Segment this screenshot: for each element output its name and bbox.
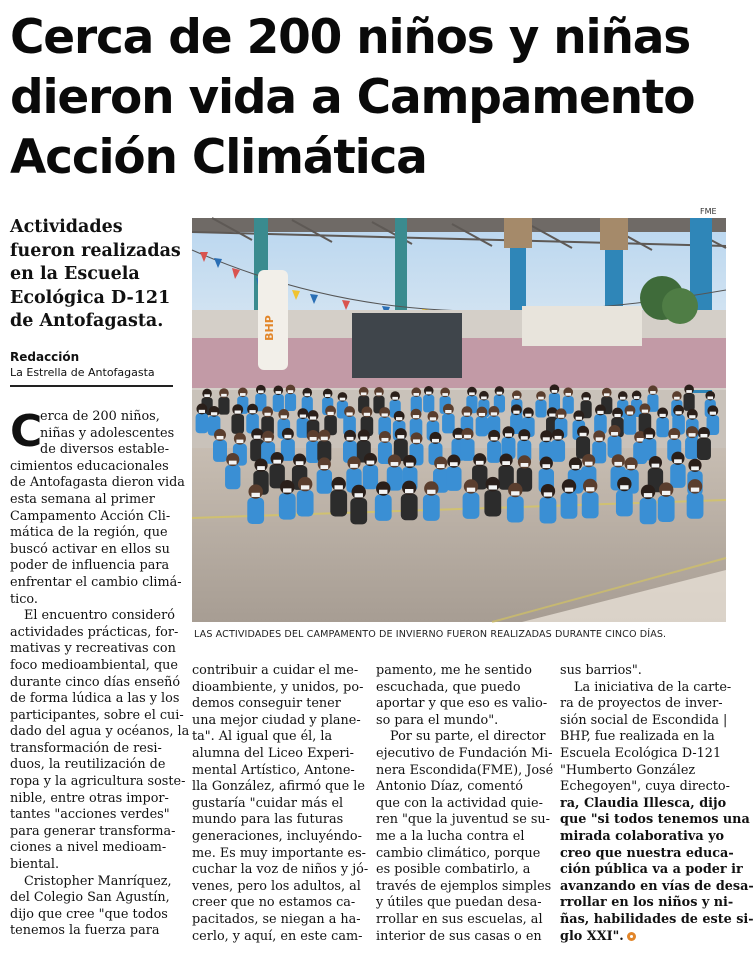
face-mask	[310, 437, 317, 441]
face-mask	[288, 390, 294, 393]
face-mask	[620, 485, 628, 489]
face-mask	[634, 396, 640, 399]
article-line: cerlo, y aquí, en este cam-	[192, 928, 363, 944]
face-mask	[521, 436, 528, 440]
article-line: sión social de Escondida |	[560, 712, 728, 728]
child-figure	[285, 393, 296, 411]
article-line: alumna del Liceo Experi-	[192, 745, 354, 761]
child-figure	[423, 395, 434, 413]
face-mask	[450, 462, 458, 466]
face-mask	[689, 433, 696, 437]
child-figure	[476, 417, 489, 437]
face-mask	[335, 485, 343, 489]
article-line: Escuela Ecológica D-121	[560, 745, 722, 761]
face-mask	[627, 465, 635, 469]
child-figure	[196, 413, 209, 433]
article-line: niñas y adolescentes	[40, 425, 175, 441]
face-mask	[464, 413, 470, 416]
article-line: tico.	[10, 591, 38, 607]
article-line: La iniciativa de la carte-	[574, 679, 732, 695]
face-mask	[367, 461, 375, 465]
face-mask	[611, 432, 618, 436]
article-line: me a la lucha contra el	[376, 828, 525, 844]
face-mask	[325, 394, 331, 397]
face-mask	[264, 413, 270, 416]
child-figure	[247, 498, 264, 524]
article-line: cambio climático, porque	[376, 845, 541, 861]
article-line: me. Es muy importante es-	[192, 845, 366, 861]
article-line: de diversos estable-	[40, 442, 170, 458]
article-line: dioambiente, y unidos, po-	[192, 679, 364, 695]
article-line: El encuentro consideró	[24, 608, 175, 624]
face-mask	[340, 398, 346, 401]
face-mask	[236, 440, 243, 444]
face-mask	[405, 489, 413, 493]
face-mask	[505, 433, 512, 437]
article-line: gustaría "cuidar más el	[192, 795, 344, 811]
face-mask	[604, 393, 610, 396]
face-mask	[491, 412, 497, 415]
article-line: rrollar en los niños y ni-	[560, 895, 734, 911]
face-mask	[437, 464, 445, 468]
face-mask	[258, 390, 264, 393]
headline	[10, 8, 725, 188]
face-mask	[304, 393, 310, 396]
face-mask	[413, 439, 420, 443]
face-mask	[397, 435, 404, 439]
face-mask	[481, 397, 487, 400]
article-column-3	[376, 663, 554, 945]
child-figure	[350, 498, 367, 524]
child-figure	[446, 467, 461, 491]
article-line: interior de sus casas o en	[376, 928, 542, 944]
face-mask	[254, 435, 261, 439]
article-line: creo que nuestra educa-	[560, 845, 734, 861]
face-mask	[710, 412, 716, 415]
face-mask	[455, 435, 462, 439]
face-mask	[430, 417, 436, 420]
face-mask	[521, 463, 529, 467]
article-line: Campamento Acción Cli-	[10, 508, 171, 524]
child-figure	[213, 440, 227, 462]
article-line: durante cinco días enseñó	[10, 674, 181, 690]
article-line: nera Escondida(FME), José	[376, 762, 554, 778]
face-mask	[544, 492, 552, 496]
byline-paper: La Estrella de Antofagasta	[10, 366, 155, 379]
article-line: escuchada, que puedo	[376, 679, 521, 695]
article-line: avanzando en vías de desa-	[560, 878, 754, 894]
article-line: aportar y que eso es valio-	[376, 696, 548, 712]
child-figure	[616, 490, 633, 516]
face-mask	[586, 487, 594, 491]
article-line: dijo que cree "que todos	[10, 906, 168, 922]
article-line: ren "que la juventud se su-	[376, 812, 550, 828]
face-mask	[525, 414, 531, 417]
face-mask	[491, 437, 498, 441]
face-mask	[376, 393, 382, 396]
face-mask	[674, 459, 682, 463]
child-figure	[330, 490, 347, 516]
face-mask	[381, 438, 388, 442]
article-line: de Antofagasta dieron vida	[10, 475, 185, 491]
face-mask	[689, 415, 695, 418]
face-mask	[413, 415, 419, 418]
article-line: enfrentar el cambio climá-	[10, 574, 182, 590]
face-mask	[642, 410, 648, 413]
face-mask	[284, 435, 291, 439]
face-mask	[273, 460, 281, 464]
child-figure	[363, 465, 378, 489]
byline-divider	[10, 385, 173, 387]
article-line: ñas, habilidades de este si-	[560, 911, 754, 927]
article-line: transformación de resi-	[10, 740, 162, 756]
face-mask	[442, 393, 448, 396]
article-line: pacitados, se niegan a ha-	[192, 911, 361, 927]
face-mask	[652, 464, 660, 468]
article-line: so para el mundo".	[376, 712, 499, 728]
article-line: ta". Al igual que él, la	[192, 729, 333, 745]
child-figure	[640, 498, 657, 524]
face-mask	[565, 488, 573, 492]
group-photo	[192, 218, 726, 622]
article-end-icon	[627, 932, 636, 941]
face-mask	[675, 411, 681, 414]
face-mask	[382, 413, 388, 416]
article-line: pamento, me he sentido	[376, 663, 532, 678]
drop-cap: C	[10, 406, 43, 457]
article-line: lla González, afirmó que le	[192, 779, 365, 795]
article-line: mental Artístico, Antone-	[192, 762, 355, 778]
child-figure	[463, 492, 480, 518]
article-line: "Humberto González	[560, 762, 696, 778]
face-mask	[627, 411, 633, 414]
child-figure	[540, 497, 557, 523]
face-mask	[597, 411, 603, 414]
face-mask	[346, 412, 352, 415]
article-line: tenemos la fuerza para	[10, 923, 160, 939]
group-photo-illustration	[192, 218, 726, 622]
article-line: una mejor ciudad y plane-	[192, 712, 361, 728]
face-mask	[662, 491, 670, 495]
face-mask	[614, 462, 622, 466]
face-mask	[614, 414, 620, 417]
article-line: rrollar en sus escuelas, al	[376, 911, 543, 927]
child-figure	[218, 397, 229, 415]
face-mask	[596, 437, 603, 441]
face-mask	[217, 436, 224, 440]
face-mask	[646, 434, 653, 438]
face-mask	[552, 390, 558, 393]
child-figure	[507, 496, 524, 522]
headline-line: Cerca de 200 niños y niñas	[10, 10, 691, 65]
face-mask	[659, 414, 665, 417]
deck-line: fueron realizadas	[10, 240, 181, 261]
article-line: participantes, sobre el cui-	[10, 707, 184, 723]
article-line: generaciones, incluyéndo-	[192, 828, 362, 844]
article-line: cuchar la voz de niños y jó-	[192, 862, 369, 878]
face-mask	[251, 493, 259, 497]
face-mask	[542, 464, 550, 468]
face-mask	[476, 461, 484, 465]
headline-line: Acción Climática	[10, 130, 427, 185]
face-mask	[413, 393, 419, 396]
article-line: Por su parte, el director	[390, 729, 546, 745]
face-mask	[686, 390, 692, 393]
article-line: demos conseguir tener	[192, 696, 341, 712]
face-mask	[644, 493, 652, 497]
article-line: ción pública va a poder ir	[560, 862, 743, 878]
deck-line: Actividades	[10, 217, 123, 237]
child-figure	[279, 493, 296, 519]
face-mask	[281, 415, 287, 418]
article-line: del Colegio San Agustín,	[10, 890, 170, 906]
deck-line: en la Escuela	[10, 264, 140, 284]
photo-credit: FME	[700, 207, 717, 216]
article-line: Cristopher Manríquez,	[24, 873, 172, 889]
article-column-2	[192, 663, 369, 945]
face-mask	[464, 435, 471, 439]
face-mask	[469, 392, 475, 395]
face-mask	[392, 397, 398, 400]
face-mask	[379, 490, 387, 494]
face-mask	[257, 466, 265, 470]
article-line: venes, pero los adultos, al	[192, 878, 361, 894]
deck	[10, 216, 180, 334]
child-figure	[658, 496, 675, 522]
face-mask	[513, 411, 519, 414]
article-line: mativas y recreativas con	[10, 641, 176, 657]
face-mask	[707, 396, 713, 399]
child-figure	[484, 490, 501, 516]
face-mask	[467, 488, 475, 492]
deck-line: de Antofagasta.	[10, 311, 164, 331]
deck-line: Ecológica D-121	[10, 287, 171, 308]
face-mask	[361, 392, 367, 395]
face-mask	[671, 435, 678, 439]
face-mask	[502, 461, 510, 465]
article-line: mirada colaborativa yo	[560, 828, 725, 844]
face-mask	[511, 491, 519, 495]
article-line: ciones a nivel medioam-	[10, 840, 167, 856]
article-line: contribuir a cuidar el me-	[192, 663, 359, 678]
article-line: que "si todos tenemos una	[560, 812, 750, 828]
face-mask	[549, 414, 555, 417]
article-line: poder de influencia para	[10, 558, 170, 574]
face-mask	[211, 412, 217, 415]
child-figure	[487, 441, 501, 463]
article-line: nible, entre otras impor-	[10, 790, 169, 806]
face-mask	[229, 461, 237, 465]
article-line: dado del agua y océanos, la	[10, 724, 190, 740]
article-line: es posible combatirlo, a	[376, 862, 531, 878]
child-figure	[423, 495, 440, 521]
article-line: que con la actividad quie-	[376, 795, 543, 811]
face-mask	[650, 391, 656, 394]
article-line: sus barrios".	[560, 663, 642, 678]
child-figure	[225, 465, 240, 489]
face-mask	[240, 393, 246, 396]
face-mask	[691, 466, 699, 470]
headline-line: dieron vida a Campamento	[10, 70, 695, 125]
article-line: través de ejemplos simples	[376, 878, 552, 894]
face-mask	[199, 410, 205, 413]
face-mask	[674, 397, 680, 400]
article-line: erca de 200 niños,	[40, 409, 160, 424]
byline	[10, 350, 175, 379]
face-mask	[391, 462, 399, 466]
face-mask	[301, 485, 309, 489]
face-mask	[691, 488, 699, 492]
child-figure	[656, 417, 669, 437]
photo-caption: LAS ACTIVIDADES DEL CAMPAMENTO DE INVIERNO FUERON REALIZADAS DURANTE CINCO DÍAS.	[194, 629, 667, 640]
article-line: ra de proyectos de inver-	[560, 696, 723, 712]
face-mask	[360, 437, 367, 441]
article-line: mundo para las futuras	[192, 812, 344, 828]
article-line: biental.	[10, 857, 60, 873]
article-line: para generar transforma-	[10, 823, 176, 839]
face-mask	[432, 439, 439, 443]
face-mask	[355, 493, 363, 497]
byline-author: Redacción	[10, 350, 80, 364]
face-mask	[580, 433, 587, 437]
face-mask	[543, 437, 550, 441]
face-mask	[489, 485, 497, 489]
child-figure	[461, 439, 475, 461]
face-mask	[364, 413, 370, 416]
face-mask	[445, 410, 451, 413]
face-mask	[296, 461, 304, 465]
article-line: ra, Claudia Illesca, dijo	[560, 795, 727, 811]
article-line: esta semana al primer	[10, 491, 155, 507]
face-mask	[538, 397, 544, 400]
face-mask	[406, 463, 414, 467]
face-mask	[347, 437, 354, 441]
article-line: creer que no estamos ca-	[192, 895, 356, 911]
face-mask	[249, 410, 255, 413]
child-figure	[317, 470, 332, 494]
face-mask	[310, 416, 316, 419]
face-mask	[558, 415, 564, 418]
face-mask	[235, 410, 241, 413]
article-line: BHP, fue realizada en la	[560, 729, 715, 745]
child-figure	[297, 490, 314, 516]
child-figure	[375, 495, 392, 521]
banner-text: BHP	[263, 315, 276, 341]
child-figure	[687, 492, 704, 518]
face-mask	[221, 394, 227, 397]
child-figure	[551, 440, 565, 462]
article-line: duos, la reutilización de	[10, 757, 166, 773]
child-figure	[561, 492, 578, 518]
article-line: tantes "acciones verdes"	[10, 807, 170, 823]
face-mask	[320, 465, 328, 469]
face-mask	[396, 417, 402, 420]
child-figure	[624, 415, 637, 435]
face-mask	[585, 462, 593, 466]
face-mask	[620, 397, 626, 400]
face-mask	[283, 488, 291, 492]
face-mask	[576, 417, 582, 420]
face-mask	[497, 392, 503, 395]
article-column-1	[10, 406, 190, 940]
face-mask	[321, 437, 328, 441]
article-line: Echegoyen", cuya directo-	[560, 779, 730, 795]
child-figure	[582, 492, 599, 518]
face-mask	[700, 434, 707, 438]
face-mask	[572, 465, 580, 469]
face-mask	[327, 412, 333, 415]
face-mask	[265, 438, 272, 442]
article-line: ejecutivo de Fundación Mi-	[376, 745, 553, 761]
face-mask	[204, 394, 210, 397]
child-figure	[442, 414, 455, 434]
face-mask	[427, 490, 435, 494]
child-figure	[273, 394, 284, 412]
article-line: buscó activar en ellos su	[10, 541, 170, 557]
child-figure	[683, 393, 694, 411]
article-line: mática de la región, que	[10, 525, 168, 541]
child-figure	[535, 400, 546, 418]
face-mask	[350, 464, 358, 468]
article-line: y útiles que puedan desa-	[376, 895, 542, 911]
face-mask	[300, 415, 306, 418]
face-mask	[276, 391, 282, 394]
article-line: Antonio Díaz, comentó	[376, 779, 523, 795]
child-figure	[670, 464, 685, 488]
article-line: ropa y la agricultura soste-	[10, 774, 186, 790]
face-mask	[555, 436, 562, 440]
child-figure	[231, 414, 244, 434]
face-mask	[514, 396, 520, 399]
child-figure	[401, 494, 418, 520]
article-line: de forma lúdica a las y los	[10, 691, 180, 707]
face-mask	[426, 392, 432, 395]
face-mask	[583, 397, 589, 400]
face-mask	[479, 413, 485, 416]
article-line: actividades prácticas, for-	[10, 624, 179, 640]
article-line: foco medioambiental, que	[10, 657, 178, 673]
article-line: glo XXI".	[560, 929, 728, 946]
article-column-4	[560, 663, 754, 945]
child-figure	[697, 438, 711, 460]
article-line: cimientos educacionales	[10, 458, 169, 474]
face-mask	[565, 393, 571, 396]
